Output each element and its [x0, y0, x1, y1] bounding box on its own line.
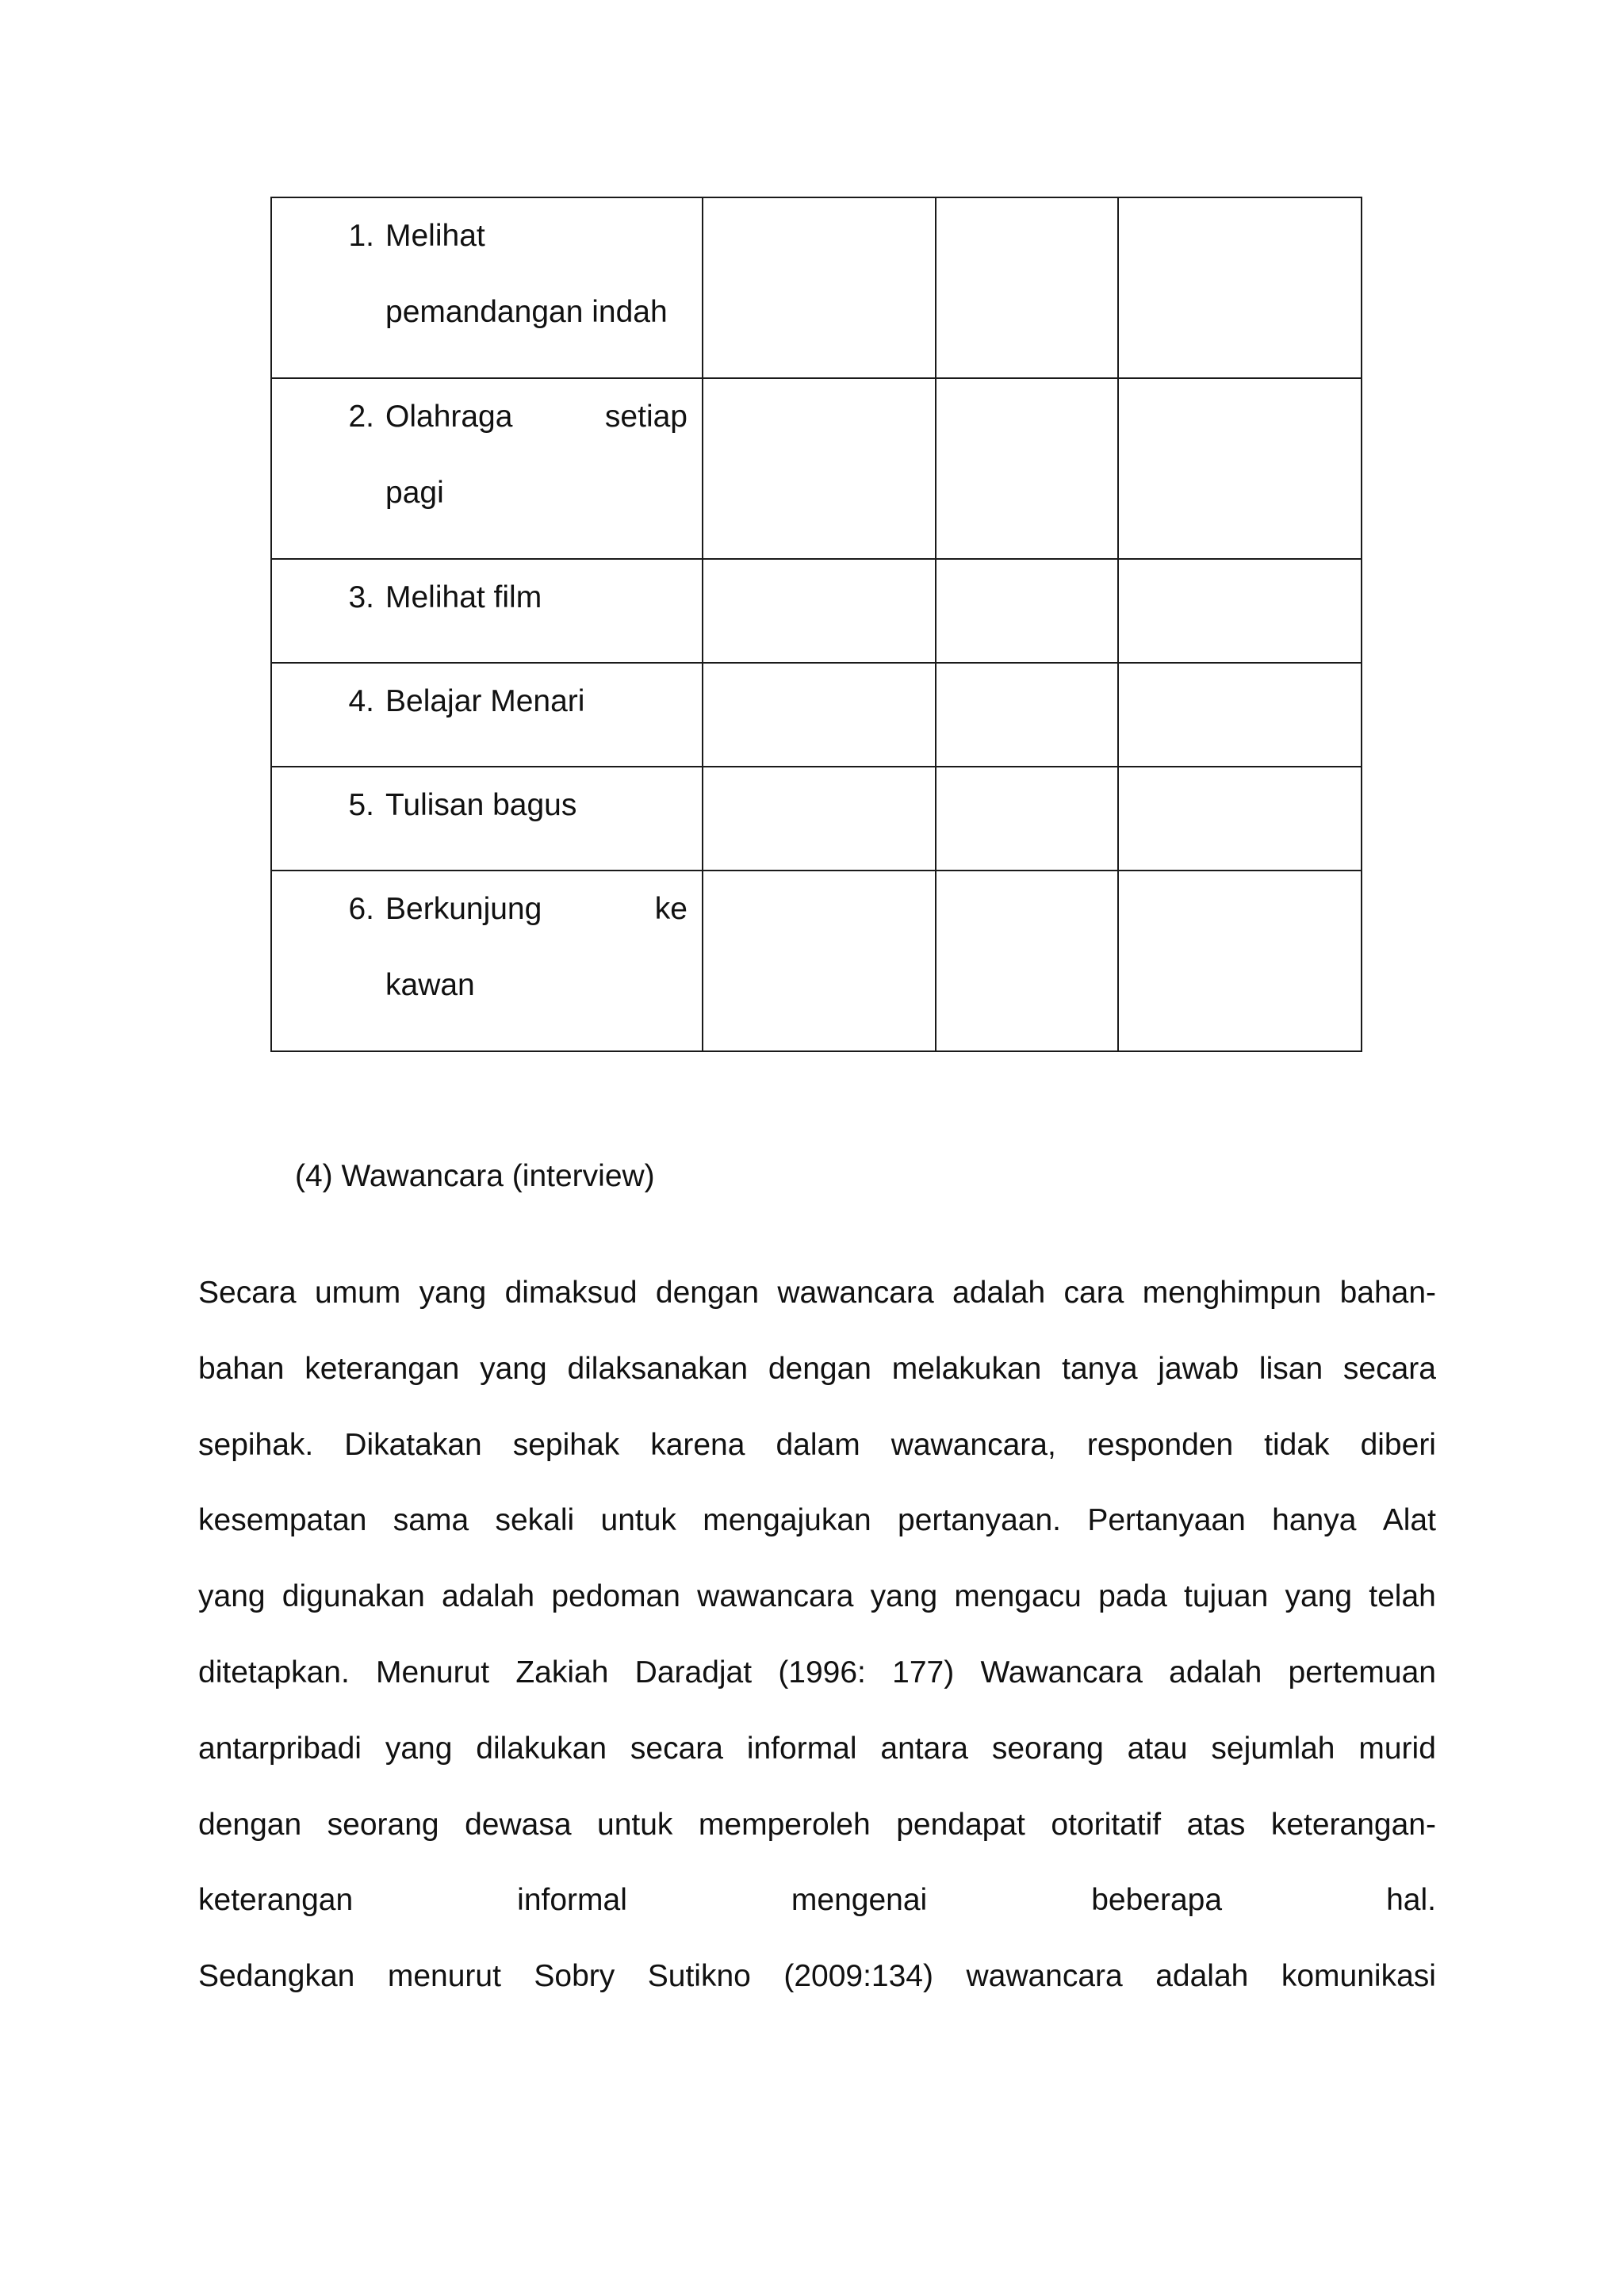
paragraph-line: ditetapkan. Menurut Zakiah Daradjat (1996: 177) Wawancara adalah pertemuan	[198, 1655, 1436, 1689]
item-label: Tulisan bagus	[385, 788, 577, 822]
table-cell-empty	[1118, 197, 1362, 378]
paragraph-line: bahan keterangan yang dilaksanakan dengan melakukan tanya jawab lisan secara	[198, 1351, 1436, 1386]
table-cell-empty	[936, 197, 1118, 378]
item-label: Olahraga setiap pagi	[385, 400, 688, 510]
section-heading: (4) Wawancara (interview)	[295, 1159, 655, 1193]
table-cell-empty	[936, 378, 1118, 559]
table-cell-empty	[703, 767, 936, 871]
table-row	[271, 767, 1362, 871]
item-label: Melihat film	[385, 580, 542, 614]
table-cell-empty	[936, 871, 1118, 1051]
table-cell-activity	[271, 378, 703, 559]
table-cell-empty	[1118, 871, 1362, 1051]
list-item	[272, 560, 702, 636]
paragraph-line: Secara umum yang dimaksud dengan wawancara adalah cara menghimpun bahan-	[198, 1276, 1436, 1310]
item-label: Melihat pemandangan indah	[385, 219, 668, 329]
table-row	[271, 559, 1362, 663]
paragraph-line: sepihak. Dikatakan sepihak karena dalam wawancara, responden tidak diberi	[198, 1427, 1436, 1462]
table-cell-empty	[1118, 378, 1362, 559]
table-row	[271, 663, 1362, 767]
table-cell-empty	[936, 663, 1118, 767]
list-item	[272, 767, 702, 844]
table-cell-empty	[1118, 559, 1362, 663]
item-number: 6.	[348, 892, 374, 926]
item-label: Berkunjung ke kawan	[385, 892, 688, 1002]
table-cell-empty	[1118, 767, 1362, 871]
list-item	[272, 198, 702, 350]
item-number: 4.	[348, 684, 374, 718]
table-row	[271, 197, 1362, 378]
table-cell-empty	[1118, 663, 1362, 767]
table-cell-empty	[703, 378, 936, 559]
table-cell-activity	[271, 767, 703, 871]
paragraph-line: yang digunakan adalah pedoman wawancara yang mengacu pada tujuan yang telah	[198, 1579, 1436, 1614]
item-number: 3.	[348, 580, 374, 614]
table-cell-activity	[271, 559, 703, 663]
item-number: 1.	[348, 219, 374, 253]
item-number: 5.	[348, 788, 374, 822]
list-item	[272, 664, 702, 740]
item-number: 2.	[348, 400, 374, 434]
paragraph-line: dengan seorang dewasa untuk memperoleh pendapat otoritatif atas keterangan-	[198, 1807, 1436, 1842]
table-cell-empty	[703, 663, 936, 767]
item-label: Belajar Menari	[385, 684, 585, 718]
paragraph-line: kesempatan sama sekali untuk mengajukan pertanyaan. Pertanyaan hanya Alat	[198, 1503, 1436, 1538]
observation-table	[270, 197, 1362, 1052]
table-row	[271, 378, 1362, 559]
table-cell-activity	[271, 663, 703, 767]
table-cell-empty	[703, 871, 936, 1051]
table-cell-empty	[703, 197, 936, 378]
list-item	[272, 379, 702, 531]
table-cell-activity	[271, 197, 703, 378]
table-cell-empty	[936, 559, 1118, 663]
table-cell-empty	[703, 559, 936, 663]
table-row	[271, 871, 1362, 1051]
table-cell-empty	[936, 767, 1118, 871]
list-item	[272, 871, 702, 1024]
paragraph-line: keterangan informal mengenai beberapa hal.	[198, 1883, 1436, 1918]
table-cell-activity	[271, 871, 703, 1051]
paragraph-line: antarpribadi yang dilakukan secara informal antara seorang atau sejumlah murid	[198, 1731, 1436, 1766]
paragraph-line: Sedangkan menurut Sobry Sutikno (2009:134) wawancara adalah komunikasi	[198, 1959, 1436, 1994]
body-paragraph	[198, 1255, 1436, 2015]
